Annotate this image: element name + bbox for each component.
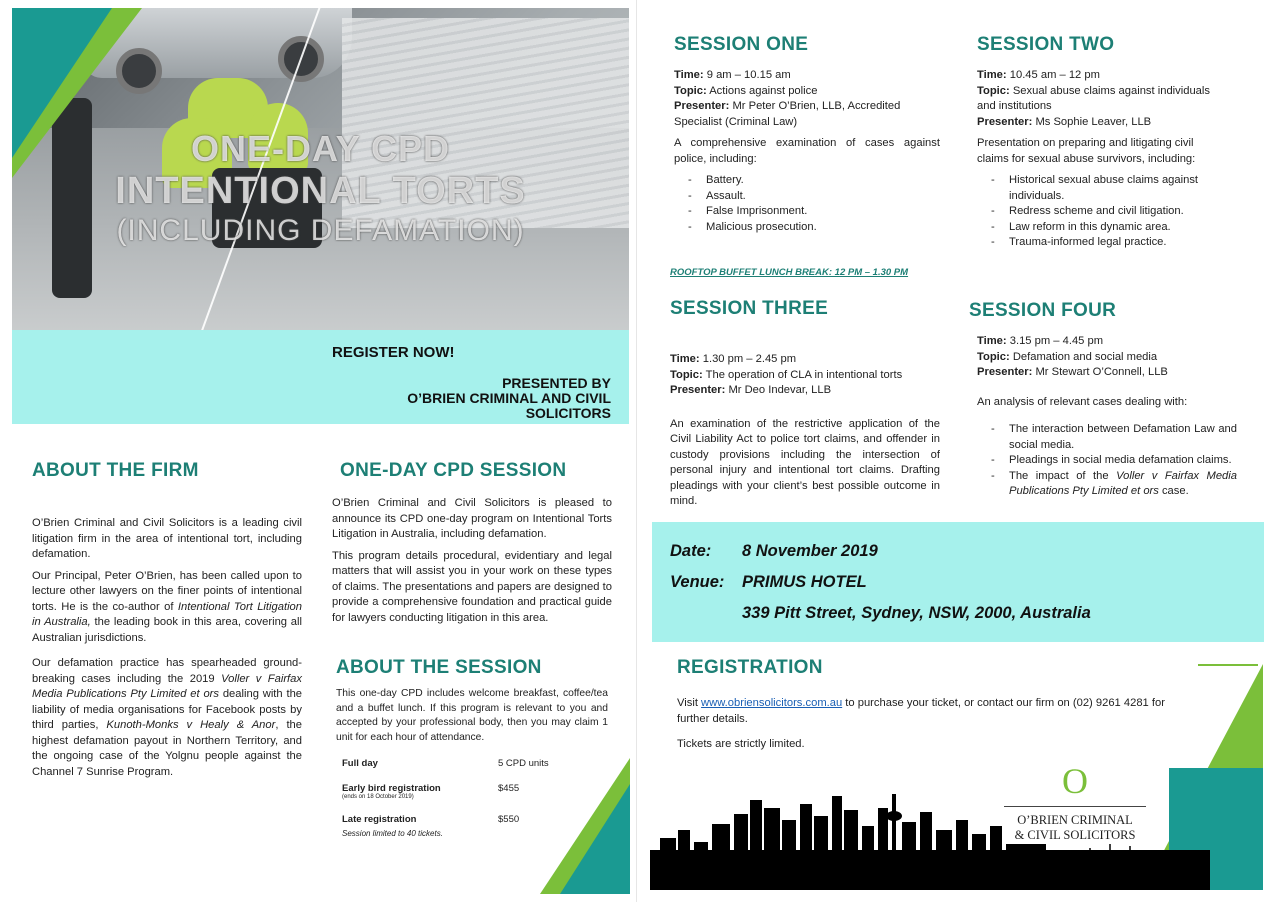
- session-intro: An analysis of relevant cases dealing with:: [977, 395, 1188, 408]
- session-three: [670, 298, 940, 510]
- session-intro: A comprehensive examination of cases against police, including:: [674, 137, 940, 165]
- list-item: - Assault.: [674, 189, 940, 205]
- list-item: - The interaction between Defamation Law and social media.: [977, 422, 1237, 453]
- firm-name-line1: O’BRIEN CRIMINAL AND CIVIL: [407, 390, 611, 406]
- event-venue: Venue: PRIMUS HOTEL: [670, 573, 867, 591]
- lunch-break-note: ROOFTOP BUFFET LUNCH BREAK: 12 PM – 1.30 PM: [670, 267, 909, 278]
- cpd-session-heading: ONE-DAY CPD SESSION: [340, 460, 567, 481]
- session-title: SESSION ONE: [674, 34, 809, 55]
- list-item: - Battery.: [674, 173, 940, 189]
- event-address: 339 Pitt Street, Sydney, NSW, 2000, Australia: [742, 604, 1091, 622]
- about-firm-heading: ABOUT THE FIRM: [32, 460, 199, 481]
- logo-rule: [1004, 806, 1146, 807]
- about-firm-p1: O’Brien Criminal and Civil Solicitors is a leading civil litigation firm in the area of intentional tort, including defamation.: [32, 517, 302, 560]
- hero-title-line3: (INCLUDING DEFAMATION): [116, 214, 525, 247]
- list-item: - False Imprisonment.: [674, 204, 940, 220]
- pricing-label: Late registration: [342, 814, 417, 825]
- about-session-section: [336, 657, 608, 745]
- pricing-value: $550: [498, 814, 520, 825]
- about-firm-p2: Our Principal, Peter O’Brien, has been called upon to lecture other lawyers on the finer points of intentional torts. He is the co-author of Intentional Tort Litigation in Australia, the leading book in this area, covering all Australian jurisdictions.: [32, 569, 302, 644]
- pricing-label: Full day: [342, 758, 378, 769]
- cpd-session-p2: This program details procedural, evidentiary and legal matters that will assist you in your work on these types of claims. The presentations and papers are designed to provide a comprehensive foundation and practical guide for lawyers conducting litigation in this area.: [332, 549, 612, 624]
- list-item: - Pleadings in social media defamation claims.: [977, 453, 1237, 469]
- presented-by: [407, 376, 611, 421]
- logo-line1: O’BRIEN CRIMINAL: [1017, 813, 1133, 827]
- session-meta: Time: 1.30 pm – 2.45 pm Topic: The operation of CLA in intentional torts Presenter: Mr Deo Indevar, LLB: [670, 353, 903, 396]
- pricing-label: Early bird registration (ends on 18 October 2019): [342, 783, 441, 800]
- about-session-p1: This one-day CPD includes welcome breakfast, coffee/tea and a buffet lunch. If this program is relevant to you and accepted by your professional body, then you may claim 1 unit for each hour of attendance.: [336, 688, 608, 743]
- right-page: [638, 0, 1275, 902]
- tickets-limited: Tickets are strictly limited.: [677, 738, 805, 750]
- logo-line2: & CIVIL SOLICITORS: [1014, 828, 1136, 842]
- event-date: Date: 8 November 2019: [670, 542, 878, 560]
- session-one: [674, 34, 940, 235]
- register-now: REGISTER NOW!: [332, 344, 455, 361]
- cpd-session-section: [332, 460, 612, 626]
- event-details-band: [652, 522, 1264, 642]
- registration-text: Visit www.obriensolicitors.com.au to purchase your ticket, or contact our firm on (02) 9261 4281 for further details.: [677, 697, 1165, 725]
- about-firm-section: [32, 460, 302, 780]
- register-band: [12, 330, 629, 424]
- page-divider: [636, 0, 637, 902]
- cpd-session-p1: O’Brien Criminal and Civil Solicitors is pleased to announce its CPD one-day program on Intentional Torts Litigation in Australia, including defamation.: [332, 497, 612, 540]
- list-item: - The impact of the Voller v Fairfax Media Publications Pty Limited et ors case.: [977, 469, 1237, 500]
- registration-heading: REGISTRATION: [677, 657, 823, 678]
- ticket-limit-note: Session limited to 40 tickets.: [342, 829, 443, 838]
- firm-logo: [1000, 760, 1150, 843]
- list-item: - Malicious prosecution.: [674, 220, 940, 236]
- corner-teal-accent: [560, 784, 630, 894]
- pricing-value: 5 CPD units: [498, 758, 549, 769]
- firm-name-line2: SOLICITORS: [525, 405, 611, 421]
- about-firm-p3: Our defamation practice has spearheaded ground-breaking cases including the 2019 Voller v Fairfax Media Publications Pty Limited et ors dealing with the liability of media organisations for Facebook posts by third parties, Kunoth-Monks v Healy & Anor, the highest defamation payout in Northern Territory, and the ongoing case of the Yolgnu people against the Channel 7 Sunrise Program.: [32, 657, 303, 778]
- session-meta: Time: 9 am – 10.15 am Topic: Actions against police Presenter: Mr Peter O’Brien, LLB, Accredited Specialist (Criminal Law): [674, 69, 901, 128]
- hero-banner: [12, 8, 629, 330]
- session-topics: [674, 173, 940, 235]
- hero-title-line2: INTENTIONAL TORTS: [115, 170, 526, 212]
- session-title: SESSION THREE: [670, 298, 829, 319]
- list-item: - Trauma-informed legal practice.: [977, 235, 1227, 251]
- website-link[interactable]: www.obriensolicitors.com.au: [701, 697, 843, 709]
- list-item: - Law reform in this dynamic area.: [977, 220, 1227, 236]
- session-four: [969, 300, 1237, 500]
- session-two: [977, 34, 1227, 251]
- session-meta: Time: 10.45 am – 12 pm Topic: Sexual abuse claims against individuals and institutions Presenter: Ms Sophie Leaver, LLB: [977, 69, 1210, 128]
- session-topics: [977, 422, 1237, 500]
- session-intro: Presentation on preparing and litigating civil claims for sexual abuse survivors, including:: [977, 137, 1196, 165]
- list-item: - Historical sexual abuse claims against individuals.: [977, 173, 1227, 204]
- logo-monogram: O: [1062, 761, 1088, 801]
- pricing-value: $455: [498, 783, 520, 794]
- presented-by-label: PRESENTED BY: [502, 375, 611, 391]
- session-topics: [977, 173, 1227, 251]
- hero-title-line1: ONE-DAY CPD: [190, 128, 451, 169]
- list-item: - Redress scheme and civil litigation.: [977, 204, 1227, 220]
- session-intro: An examination of the restrictive application of the Civil Liability Act to police tort claims, and offender in custody provisions including the intersection of personal injury and intentional tort claims. Drafting pleadings with your client’s best possible outcome in mind.: [670, 417, 940, 507]
- session-title: SESSION TWO: [977, 34, 1115, 55]
- session-title: SESSION FOUR: [969, 300, 1117, 321]
- about-session-heading: ABOUT THE SESSION: [336, 657, 542, 678]
- session-meta: Time: 3.15 pm – 4.45 pm Topic: Defamation and social media Presenter: Mr Stewart O’Connell, LLB: [977, 335, 1168, 378]
